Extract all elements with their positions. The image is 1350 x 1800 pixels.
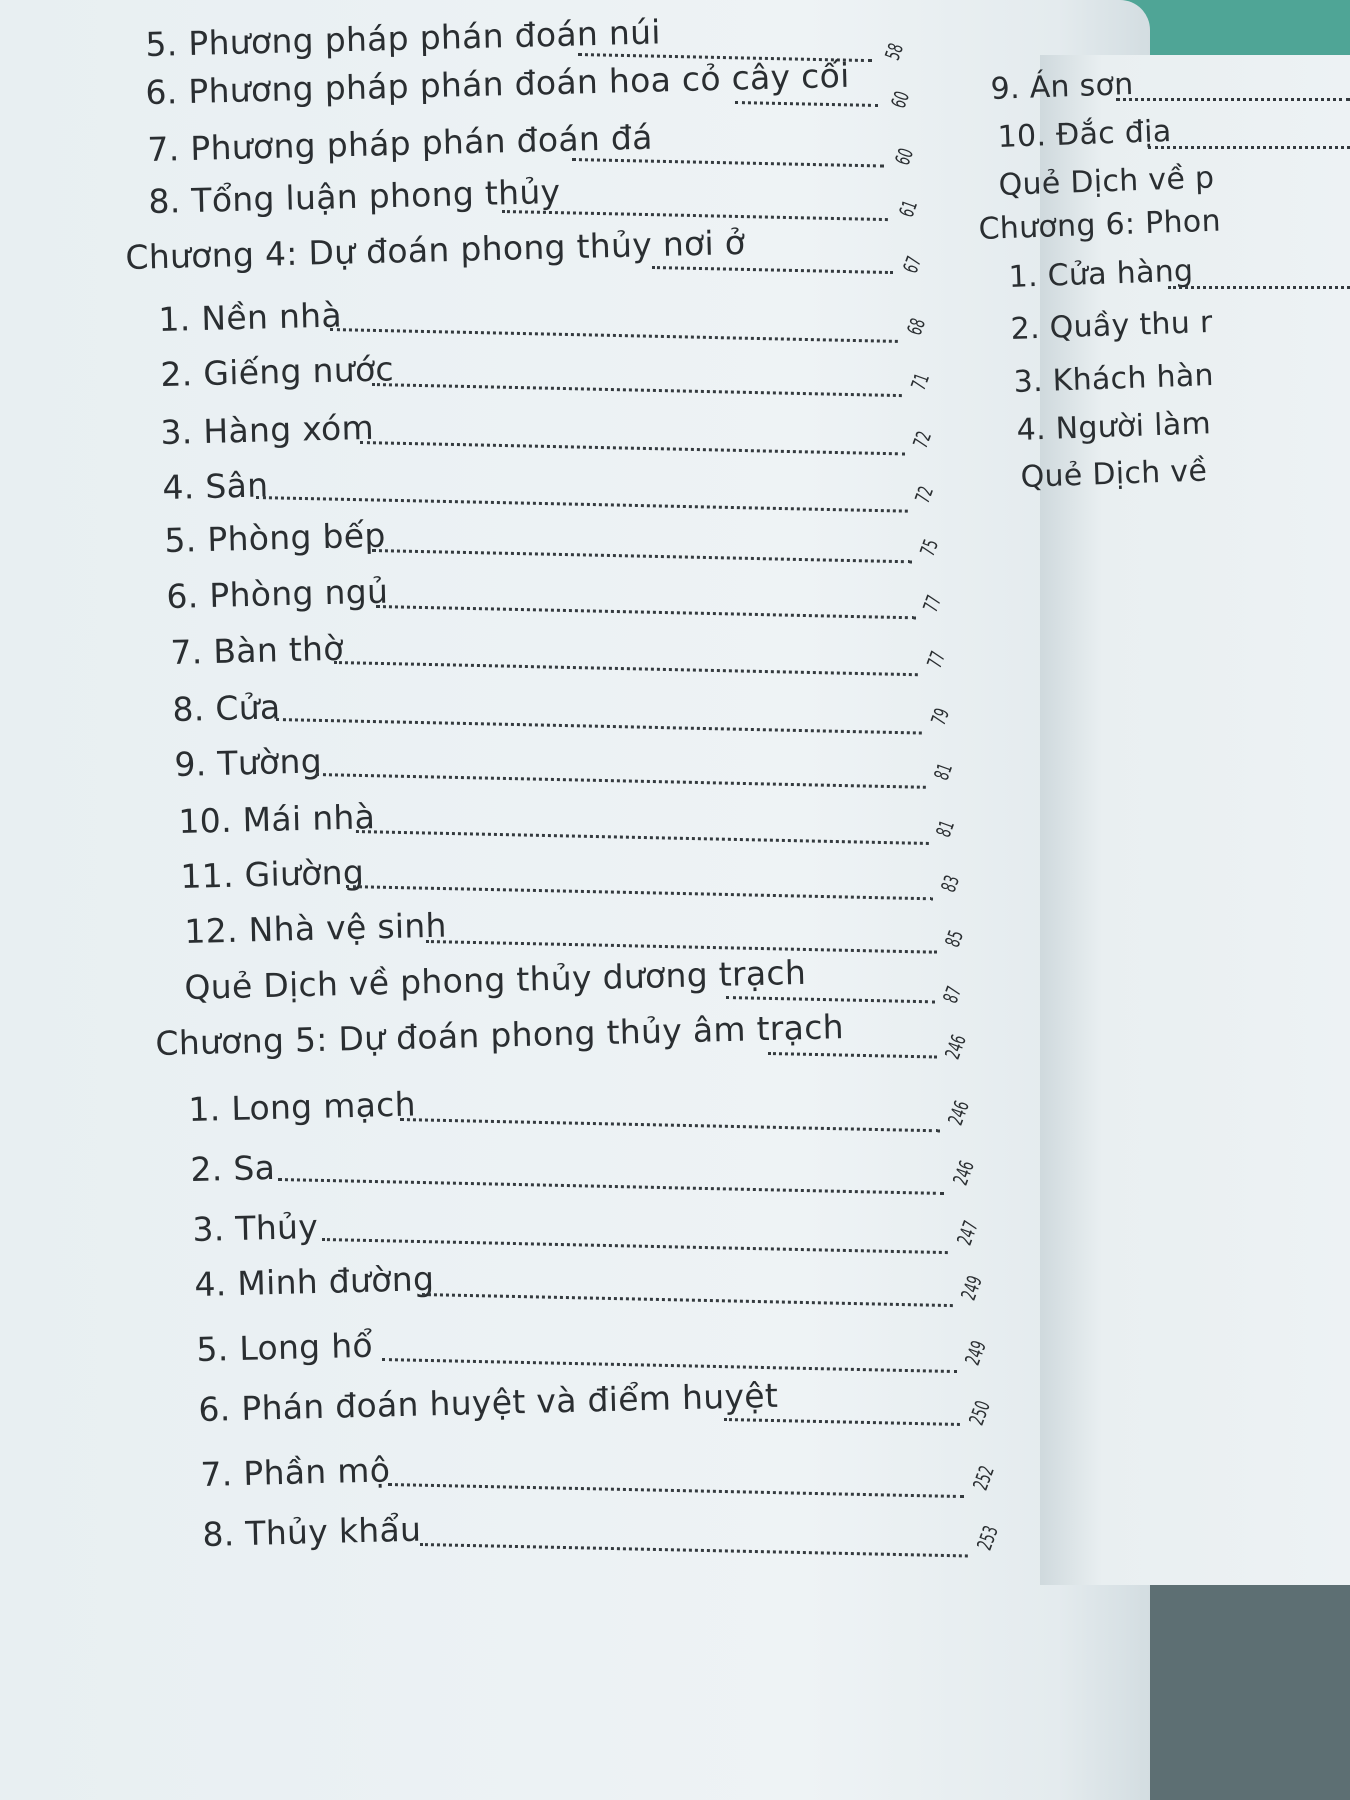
toc-page-number: 61 [894, 196, 923, 221]
toc-leader-dots [724, 1418, 960, 1426]
toc-entry-label: Quẻ Dịch về p [998, 160, 1215, 203]
toc-leader-dots [278, 1178, 944, 1195]
toc-page-number: 252 [968, 1462, 999, 1494]
toc-entry-label: 8. Cửa [172, 687, 281, 729]
toc-leader-dots [726, 996, 935, 1003]
toc-entry-label: 12. Nhà vệ sinh [184, 905, 448, 951]
toc-leader-dots [316, 773, 926, 789]
toc-leader-dots [422, 1293, 953, 1307]
toc-entry-label: 10. Đắc địa [997, 113, 1173, 155]
toc-entry-label: Chương 6: Phon [978, 203, 1222, 247]
toc-page-number: 71 [906, 369, 935, 394]
toc-leader-dots [1116, 98, 1350, 101]
toc-entry-label: 2. Sa [190, 1147, 276, 1189]
toc-page-number: 77 [918, 591, 947, 616]
toc-entry-label: 3. Khách hàn [1013, 358, 1215, 400]
toc-entry-label: Chương 5: Dự đoán phong thủy âm trạch [155, 1007, 845, 1063]
toc-page-number: 246 [943, 1097, 974, 1129]
toc-leader-dots [360, 441, 905, 455]
toc-page-number: 246 [940, 1031, 971, 1063]
toc-entry-label: 7. Bàn thờ [170, 628, 345, 672]
toc-entry-label: 1. Cửa hàng [1008, 253, 1194, 295]
toc-page-number: 253 [972, 1522, 1003, 1554]
toc-entry-label: 7. Phần mộ [200, 1450, 391, 1494]
toc-page-number: 77 [922, 647, 951, 672]
toc-page-number: 60 [890, 144, 919, 169]
toc-leader-dots [376, 605, 916, 619]
toc-page-number: 67 [898, 252, 927, 277]
toc-page-number: 68 [902, 314, 931, 339]
toc-entry-label: Chương 4: Dự đoán phong thủy nơi ở [125, 222, 746, 277]
toc-entry-label: 2. Quầy thu r [1010, 304, 1214, 347]
toc-entry-label: 4. Người làm [1016, 406, 1212, 448]
toc-entry-label: 1. Long mạch [188, 1084, 417, 1129]
toc-page-number: 85 [940, 926, 969, 951]
toc-entry-label: 9. Tường [174, 741, 323, 784]
toc-entry-label: 5. Phòng bếp [164, 515, 387, 560]
toc-leader-dots [346, 885, 933, 900]
toc-leader-dots [400, 1118, 940, 1132]
toc-page-number: 249 [960, 1337, 991, 1369]
toc-entry-label: 4. Sân [162, 465, 269, 507]
toc-entry-label: 11. Giường [180, 852, 365, 896]
toc-entry-label: 6. Phòng ngủ [166, 571, 389, 616]
toc-entry-label: 3. Thủy [192, 1206, 319, 1249]
toc-entry-label: 8. Thủy khẩu [202, 1509, 422, 1554]
toc-leader-dots [382, 1358, 957, 1373]
toc-leader-dots [502, 210, 888, 221]
toc-entry-label: 5. Phương pháp phán đoán núi [145, 12, 662, 64]
toc-entry-label: 2. Giếng nước [160, 349, 395, 394]
toc-entry-label: Quẻ Dịch về phong thủy dương trạch [184, 952, 807, 1007]
toc-entry-label: 6. Phương pháp phán đoán hoa cỏ cây cối [145, 55, 850, 112]
toc-entry-label: 7. Phương pháp phán đoán đá [147, 117, 654, 169]
toc-entry-label: 10. Mái nhà [178, 797, 376, 841]
toc-entry-label: 8. Tổng luận phong thủy [148, 171, 561, 221]
toc-leader-dots [256, 496, 908, 513]
toc-leader-dots [330, 328, 898, 343]
toc-leader-dots [322, 1238, 948, 1254]
toc-leader-dots [768, 1052, 937, 1059]
toc-leader-dots [276, 718, 922, 735]
toc-page-number: 81 [929, 759, 958, 784]
toc-page-number: 81 [931, 816, 960, 841]
toc-page-number: 58 [880, 39, 909, 64]
toc-entry-label: 1. Nền nhà [158, 295, 343, 339]
toc-leader-dots [1168, 286, 1350, 289]
toc-entry-label: 9. Án sơn [990, 67, 1135, 107]
toc-leader-dots [572, 158, 884, 168]
toc-page-number: 83 [936, 871, 965, 896]
toc-leader-dots [372, 383, 902, 397]
toc-leader-dots [372, 549, 912, 563]
toc-page-number: 249 [956, 1272, 987, 1304]
toc-page-number: 72 [908, 427, 937, 452]
toc-entry-label: 3. Hàng xóm [160, 407, 375, 452]
toc-leader-dots [420, 1543, 968, 1557]
toc-entry-label: Quẻ Dịch về [1020, 453, 1208, 495]
toc-page-number: 79 [926, 704, 955, 729]
toc-leader-dots [735, 101, 878, 107]
toc-entry-label: 4. Minh đường [194, 1259, 435, 1304]
toc-page-number: 75 [915, 535, 944, 560]
toc-page-number: 247 [952, 1217, 983, 1249]
toc-entry-label: 6. Phán đoán huyệt và điểm huyệt [198, 1375, 779, 1429]
toc-leader-dots [356, 830, 929, 845]
toc-entry-label: 5. Long hổ [196, 1325, 374, 1369]
toc-page-number: 246 [948, 1157, 979, 1189]
toc-page-number: 250 [964, 1397, 995, 1429]
toc-leader-dots [334, 661, 918, 676]
toc-page-number: 72 [910, 482, 939, 507]
toc-leader-dots [652, 266, 893, 274]
toc-page-number: 60 [886, 87, 915, 112]
toc-leader-dots [1148, 146, 1350, 149]
toc-leader-dots [388, 1483, 964, 1498]
toc-page-number: 87 [938, 982, 967, 1007]
toc-leader-dots [426, 940, 937, 954]
